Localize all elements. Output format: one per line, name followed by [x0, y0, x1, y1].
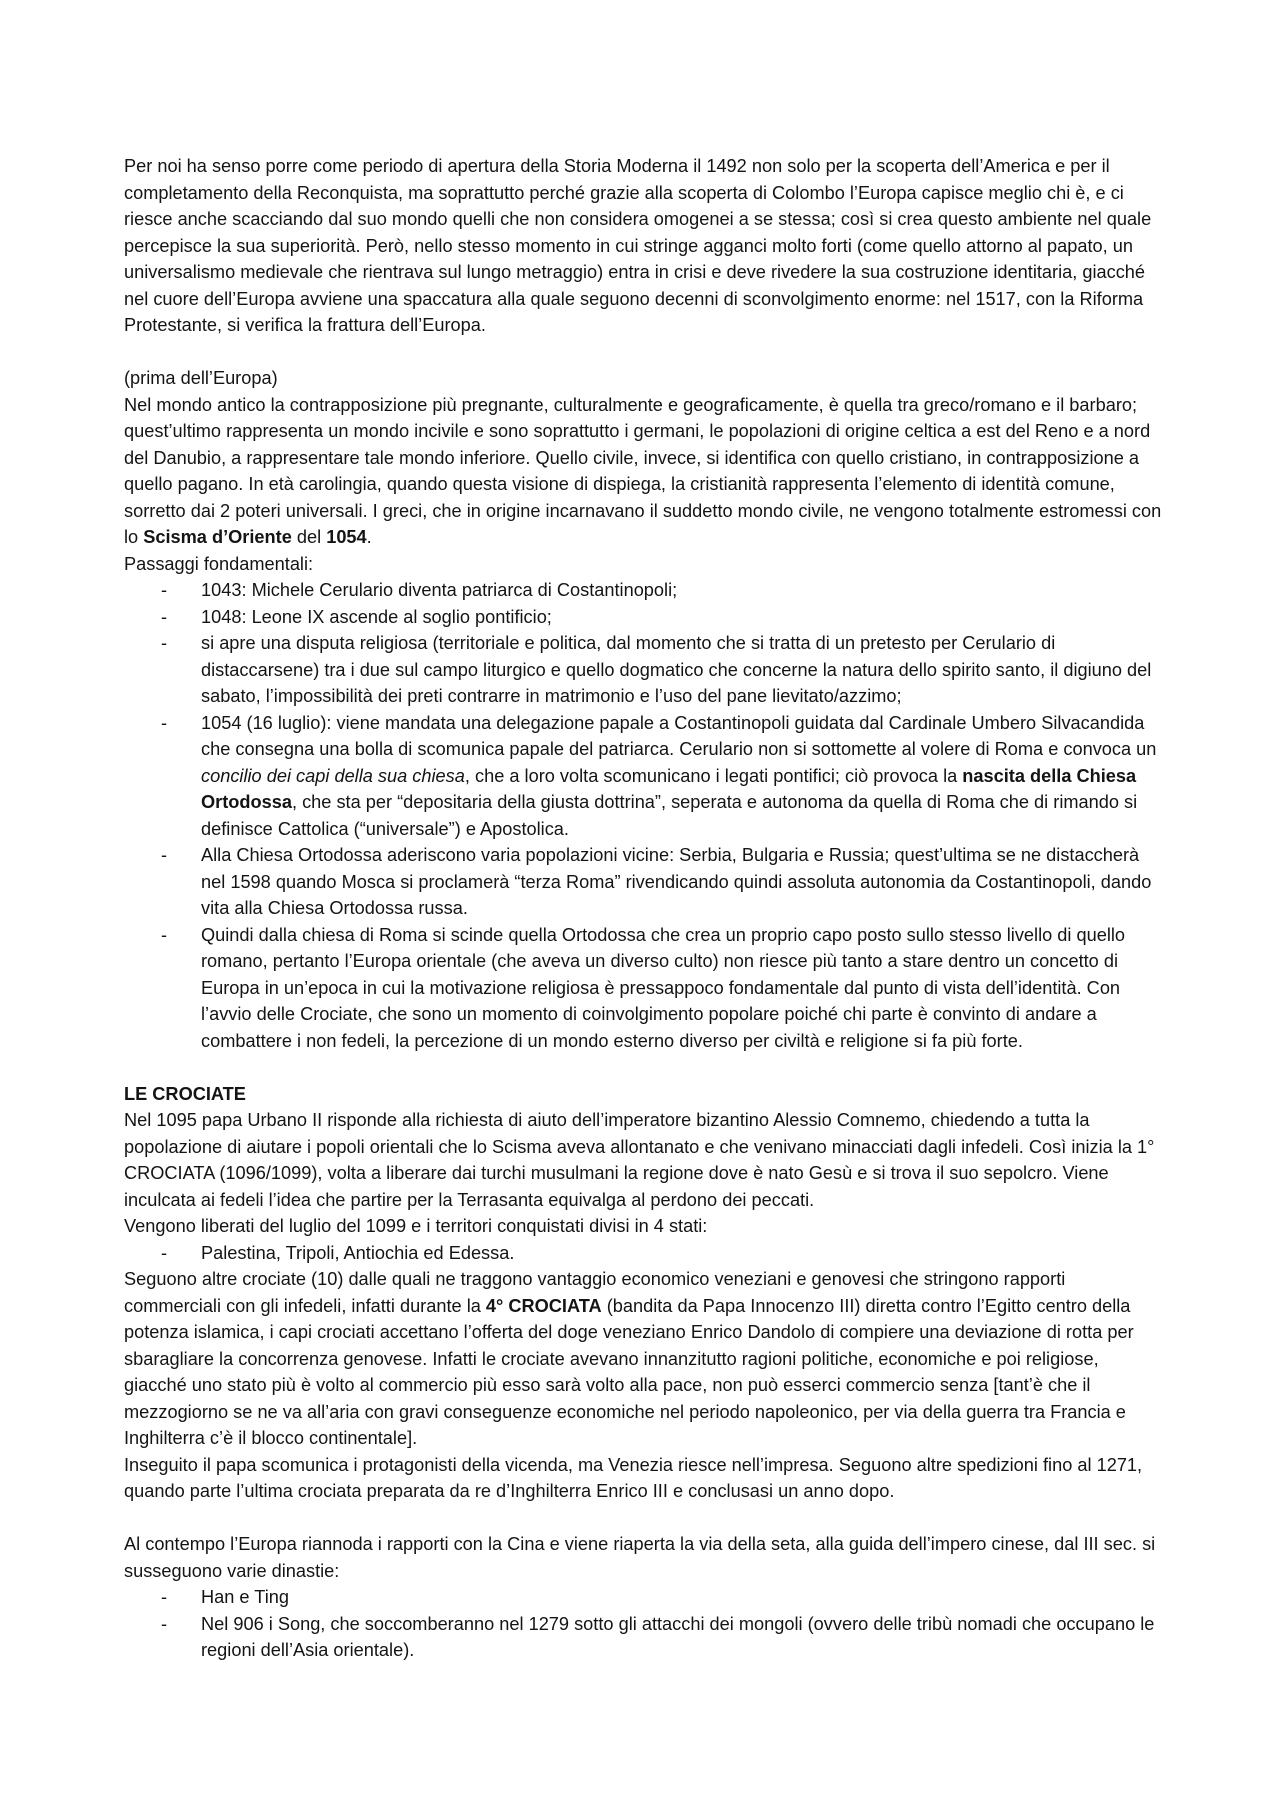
- before-europe-text-mid: del: [291, 527, 327, 547]
- crusades-paragraph-3: [124, 1266, 1164, 1452]
- crusades-p3-text-b: (bandita da Papa Innocenzo III) diretta contro l’Egitto centro della potenza islamica, i capi crociati accettano l’offerta del doge veneziano Enrico Dandolo di compiere una deviazione di rotta per sbaragliare la concorrenza genovese. Infatti le crociate avevano innanzitutto ragioni politiche, economiche e poi religiose, giacché uno stato più è volto al commercio più esso sarà volto alla pace, non può esserci commercio senza [tant’è che il mezzogiorno se ne va all’aria con gravi conseguenze economiche nel periodo napoleonico, per via della guerra tra Francia e Inghilterra c’è il blocco continentale].: [124, 1295, 1134, 1448]
- item-1054-text-c: , che sta per “depositaria della giusta dottrina”, seperata e autonoma da quella di Roma che di rimando si definisce Cattolica (“universale”) e Apostolica.: [201, 792, 1138, 839]
- list-item: - 1043: Michele Cerulario diventa patriarca di Costantinopoli;: [201, 577, 1164, 604]
- document-page: [124, 153, 1164, 1664]
- section-heading-crusades: [124, 1081, 1164, 1108]
- crusades-paragraph-1: Nel 1095 papa Urbano II risponde alla richiesta di aiuto dell’imperatore bizantino Alessio Comnemo, chiedendo a tutta la popolazione di aiutare i popoli orientali che lo Scisma aveva allontanato e che venivano minacciati dagli infedeli. Così inizia la 1° CROCIATA (1096/1099), volta a liberare dai turchi musulmani la regione dove è nato Gesù e si trova il suo sepolcro. Viene inculcata ai fedeli l’idea che partire per la Terrasanta equivalga al perdono dei peccati.: [124, 1110, 1155, 1210]
- passages-label: Passaggi fondamentali:: [124, 553, 314, 574]
- item-1054-italic: concilio dei capi della sua chiesa: [201, 765, 465, 786]
- item-1054-text-a: 1054 (16 luglio): viene mandata una delegazione papale a Costantinopoli guidata dal Cardinale Umbero Silvacandida che consegna una bolla di scomunica papale del patriarca. Cerulario non si sottomette al volere di Roma e convoca un: [201, 712, 1157, 759]
- crusades-heading-text: LE CROCIATE: [124, 1083, 246, 1104]
- dynasties-list: [124, 1584, 1164, 1664]
- item-1054-bold: nascita della Chiesa Ortodossa: [201, 765, 1137, 812]
- list-item: - Alla Chiesa Ortodossa aderiscono varia popolazioni vicine: Serbia, Bulgaria e Russia; quest’ultima se ne distaccherà nel 1598 quando Mosca si proclamerà “terza Roma” rivendicando quindi assoluta autonomia da Costantinopoli, dando vita alla Chiesa Ortodossa russa.: [201, 842, 1164, 922]
- passages-list: [124, 577, 1164, 1054]
- list-item: - 1048: Leone IX ascende al soglio pontificio;: [201, 604, 1164, 631]
- china-paragraph: Al contempo l’Europa riannoda i rapporti con la Cina e viene riaperta la via della seta, alla guida dell’impero cinese, dal III sec. si susseguono varie dinastie:: [124, 1534, 1156, 1581]
- blank-line: [124, 1505, 1164, 1532]
- section-heading-before-europe: (prima dell’Europa): [124, 368, 278, 388]
- list-item: - Palestina, Tripoli, Antiochia ed Edessa.: [201, 1240, 1164, 1267]
- before-europe-text-end: .: [366, 527, 372, 547]
- list-item: - Han e Ting: [201, 1584, 1164, 1611]
- before-europe-text: Nel mondo antico la contrapposizione più pregnante, culturalmente e geograficamente, è quella tra greco/romano e il barbaro; quest’ultimo rappresenta un mondo incivile e sono soprattutto i germani, le popolazioni di origine celtica a est del Reno e a nord del Danubio, a rappresentare tale mondo inferiore. Quello civile, invece, si identifica con quello cristiano, in contrapposizione a quello pagano. In età carolingia, quando questa visione di dispiega, la cristianità rappresenta l’elemento di identità comune, sorretto dai 2 poteri universali. I greci, che in origine incarnavano il suddetto mondo civile, ne vengono totalmente estromessi con lo: [124, 394, 1162, 547]
- states-list: [124, 1240, 1164, 1267]
- list-item: [201, 710, 1164, 843]
- before-europe-paragraph: [124, 392, 1164, 551]
- crusades-paragraph-4: Inseguito il papa scomunica i protagonisti della vicenda, ma Venezia riesce nell’impresa. Seguono altre spedizioni fino al 1271, quando parte l’ultima crociata preparata da re d’Inghilterra Enrico III e conclusasi un anno dopo.: [124, 1454, 1143, 1501]
- intro-paragraph: Per noi ha senso porre come periodo di apertura della Storia Moderna il 1492 non solo per la scoperta dell’America e per il completamento della Reconquista, ma soprattutto perché grazie alla scoperta di Colombo l’Europa capisce meglio chi è, e ci riesce anche scacciando dal suo mondo quelli che non considera omogenei a se stessa; così si crea questo ambiente nel quale percepisce la sua superiorità. Però, nello stesso momento in cui stringe agganci molto forti (come quello attorno al papato, un universalismo medievale che rientrava sul lungo metraggio) entra in crisi e deve rivedere la sua costruzione identitaria, giacché nel cuore dell’Europa avviene una spaccatura alla quale seguono decenni di sconvolgimento enorme: nel 1517, con la Riforma Protestante, si verifica la frattura dell’Europa.: [124, 156, 1152, 335]
- crusades-paragraph-2: Vengono liberati del luglio del 1099 e i territori conquistati divisi in 4 stati:: [124, 1216, 708, 1236]
- item-1054-text-b: , che a loro volta scomunicano i legati pontifici; ciò provoca la: [464, 765, 963, 786]
- blank-line: [124, 339, 1164, 366]
- schism-bold: Scisma d’Oriente: [143, 527, 292, 547]
- fourth-crusade-bold: 4° CROCIATA: [485, 1295, 602, 1316]
- list-item: - Quindi dalla chiesa di Roma si scinde quella Ortodossa che crea un proprio capo posto sullo stesso livello di quello romano, pertanto l’Europa orientale (che aveva un diverso culto) non riesce più tanto a stare dentro un concetto di Europa in un’epoca in cui la motivazione religiosa è pressappoco fondamentale dal punto di vista dell’identità. Con l’avvio delle Crociate, che sono un momento di coinvolgimento popolare poiché chi parte è convinto di andare a combattere i non fedeli, la percezione di un mondo esterno diverso per civiltà e religione si fa più forte.: [201, 922, 1164, 1055]
- crusades-p3-text-a: Seguono altre crociate (10) dalle quali ne traggono vantaggio economico veneziani e genovesi che stringono rapporti commerciali con gli infedeli, infatti durante la: [124, 1269, 1066, 1316]
- list-item: - Nel 906 i Song, che soccomberanno nel 1279 sotto gli attacchi dei mongoli (ovvero delle tribù nomadi che occupano le regioni dell’Asia orientale).: [201, 1611, 1164, 1664]
- blank-line: [124, 1054, 1164, 1081]
- list-item: - si apre una disputa religiosa (territoriale e politica, dal momento che si tratta di un pretesto per Cerulario di distaccarsene) tra i due sul campo liturgico e quello dogmatico che concerne la natura dello spirito santo, il digiuno del sabato, l’impossibilità dei preti contrarre in matrimonio e l’uso del pane lievitato/azzimo;: [201, 630, 1164, 710]
- year-bold: 1054: [326, 527, 367, 547]
